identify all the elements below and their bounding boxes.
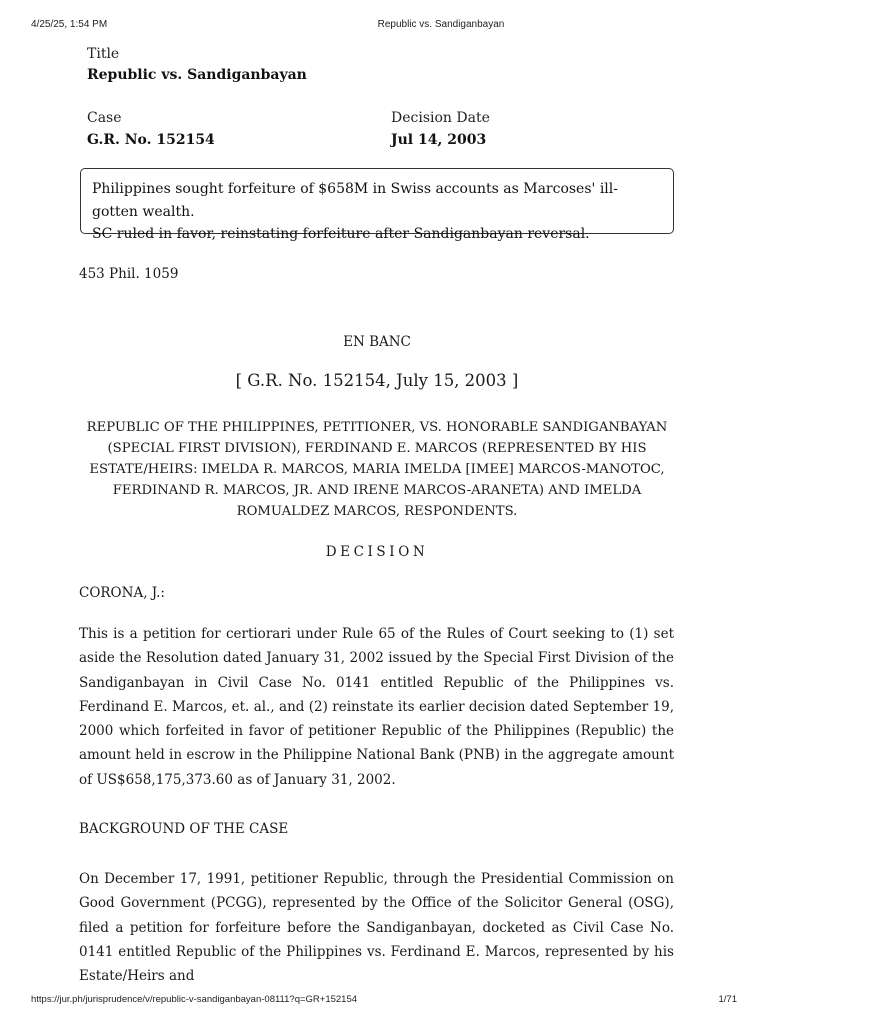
- print-datetime: 4/25/25, 1:54 PM: [31, 19, 108, 30]
- parties-line: ROMUALDEZ MARCOS, RESPONDENTS.: [236, 504, 518, 519]
- parties-line: FERDINAND R. MARCOS, JR. AND IRENE MARCOS-ARANETA) AND IMELDA: [112, 483, 642, 498]
- gr-number-title: [ G.R. No. 152154, July 15, 2003 ]: [235, 371, 519, 390]
- summary-line-1: Philippines sought forfeiture of $658M in Swiss accounts as Marcoses' ill-gotten wealth.: [92, 181, 618, 220]
- parties-line: (SPECIAL FIRST DIVISION), FERDINAND E. MARCOS (REPRESENTED BY HIS: [107, 441, 647, 456]
- source-url: https://jur.ph/jurisprudence/v/republic-v-sandiganbayan-08111?q=GR+152154: [31, 994, 358, 1005]
- decision-date-label: Decision Date: [391, 110, 490, 126]
- case-label: Case: [87, 110, 122, 126]
- en-banc-heading: EN BANC: [343, 334, 411, 350]
- parties-line: ESTATE/HEIRS: IMELDA R. MARCOS, MARIA IMELDA [IMEE] MARCOS-MANOTOC,: [89, 462, 665, 477]
- paragraph-petition: This is a petition for certiorari under Rule 65 of the Rules of Court seeking to (1) set aside the Resolution dated January 31, 2002 issued by the Special First Division of the Sandiganbayan in Civil Case No. 0141 entitled Republic of the Philippines vs. Ferdinand E. Marcos, et. al., and (2) reinstate its earlier decision dated September 19, 2000 which forfeited in favor of petitioner Republic of the Philippines (Republic) the amount held in escrow in the Philippine National Bank (PNB) in the aggregate amount of US$658,175,373.60 as of January 31, 2002.: [79, 626, 674, 788]
- title-value: Republic vs. Sandiganbayan: [87, 67, 307, 83]
- ponente: CORONA, J.:: [79, 585, 165, 601]
- case-parties: [79, 417, 675, 522]
- paragraph-background: On December 17, 1991, petitioner Republic, through the Presidential Commission on Good Government (PCGG), represented by the Office of the Solicitor General (OSG), filed a petition for forfeiture before the Sandiganbayan, docketed as Civil Case No. 0141 entitled Republic of the Philippines vs. Ferdinand E. Marcos, represented by his Estate/Heirs and: [79, 871, 674, 985]
- case-value: G.R. No. 152154: [87, 132, 215, 148]
- background-heading: BACKGROUND OF THE CASE: [79, 821, 289, 837]
- summary-line-2: SC ruled in favor, reinstating forfeiture after Sandiganbayan reversal.: [92, 226, 590, 242]
- page-number: 1/71: [718, 994, 737, 1005]
- title-label: Title: [87, 46, 120, 62]
- decision-heading: DECISION: [325, 544, 429, 560]
- decision-date-value: Jul 14, 2003: [391, 132, 487, 148]
- phil-citation: 453 Phil. 1059: [79, 266, 179, 282]
- case-summary-box: [80, 168, 674, 242]
- parties-line: REPUBLIC OF THE PHILIPPINES, PETITIONER, VS. HONORABLE SANDIGANBAYAN: [86, 420, 668, 435]
- print-page-title: Republic vs. Sandiganbayan: [377, 19, 505, 30]
